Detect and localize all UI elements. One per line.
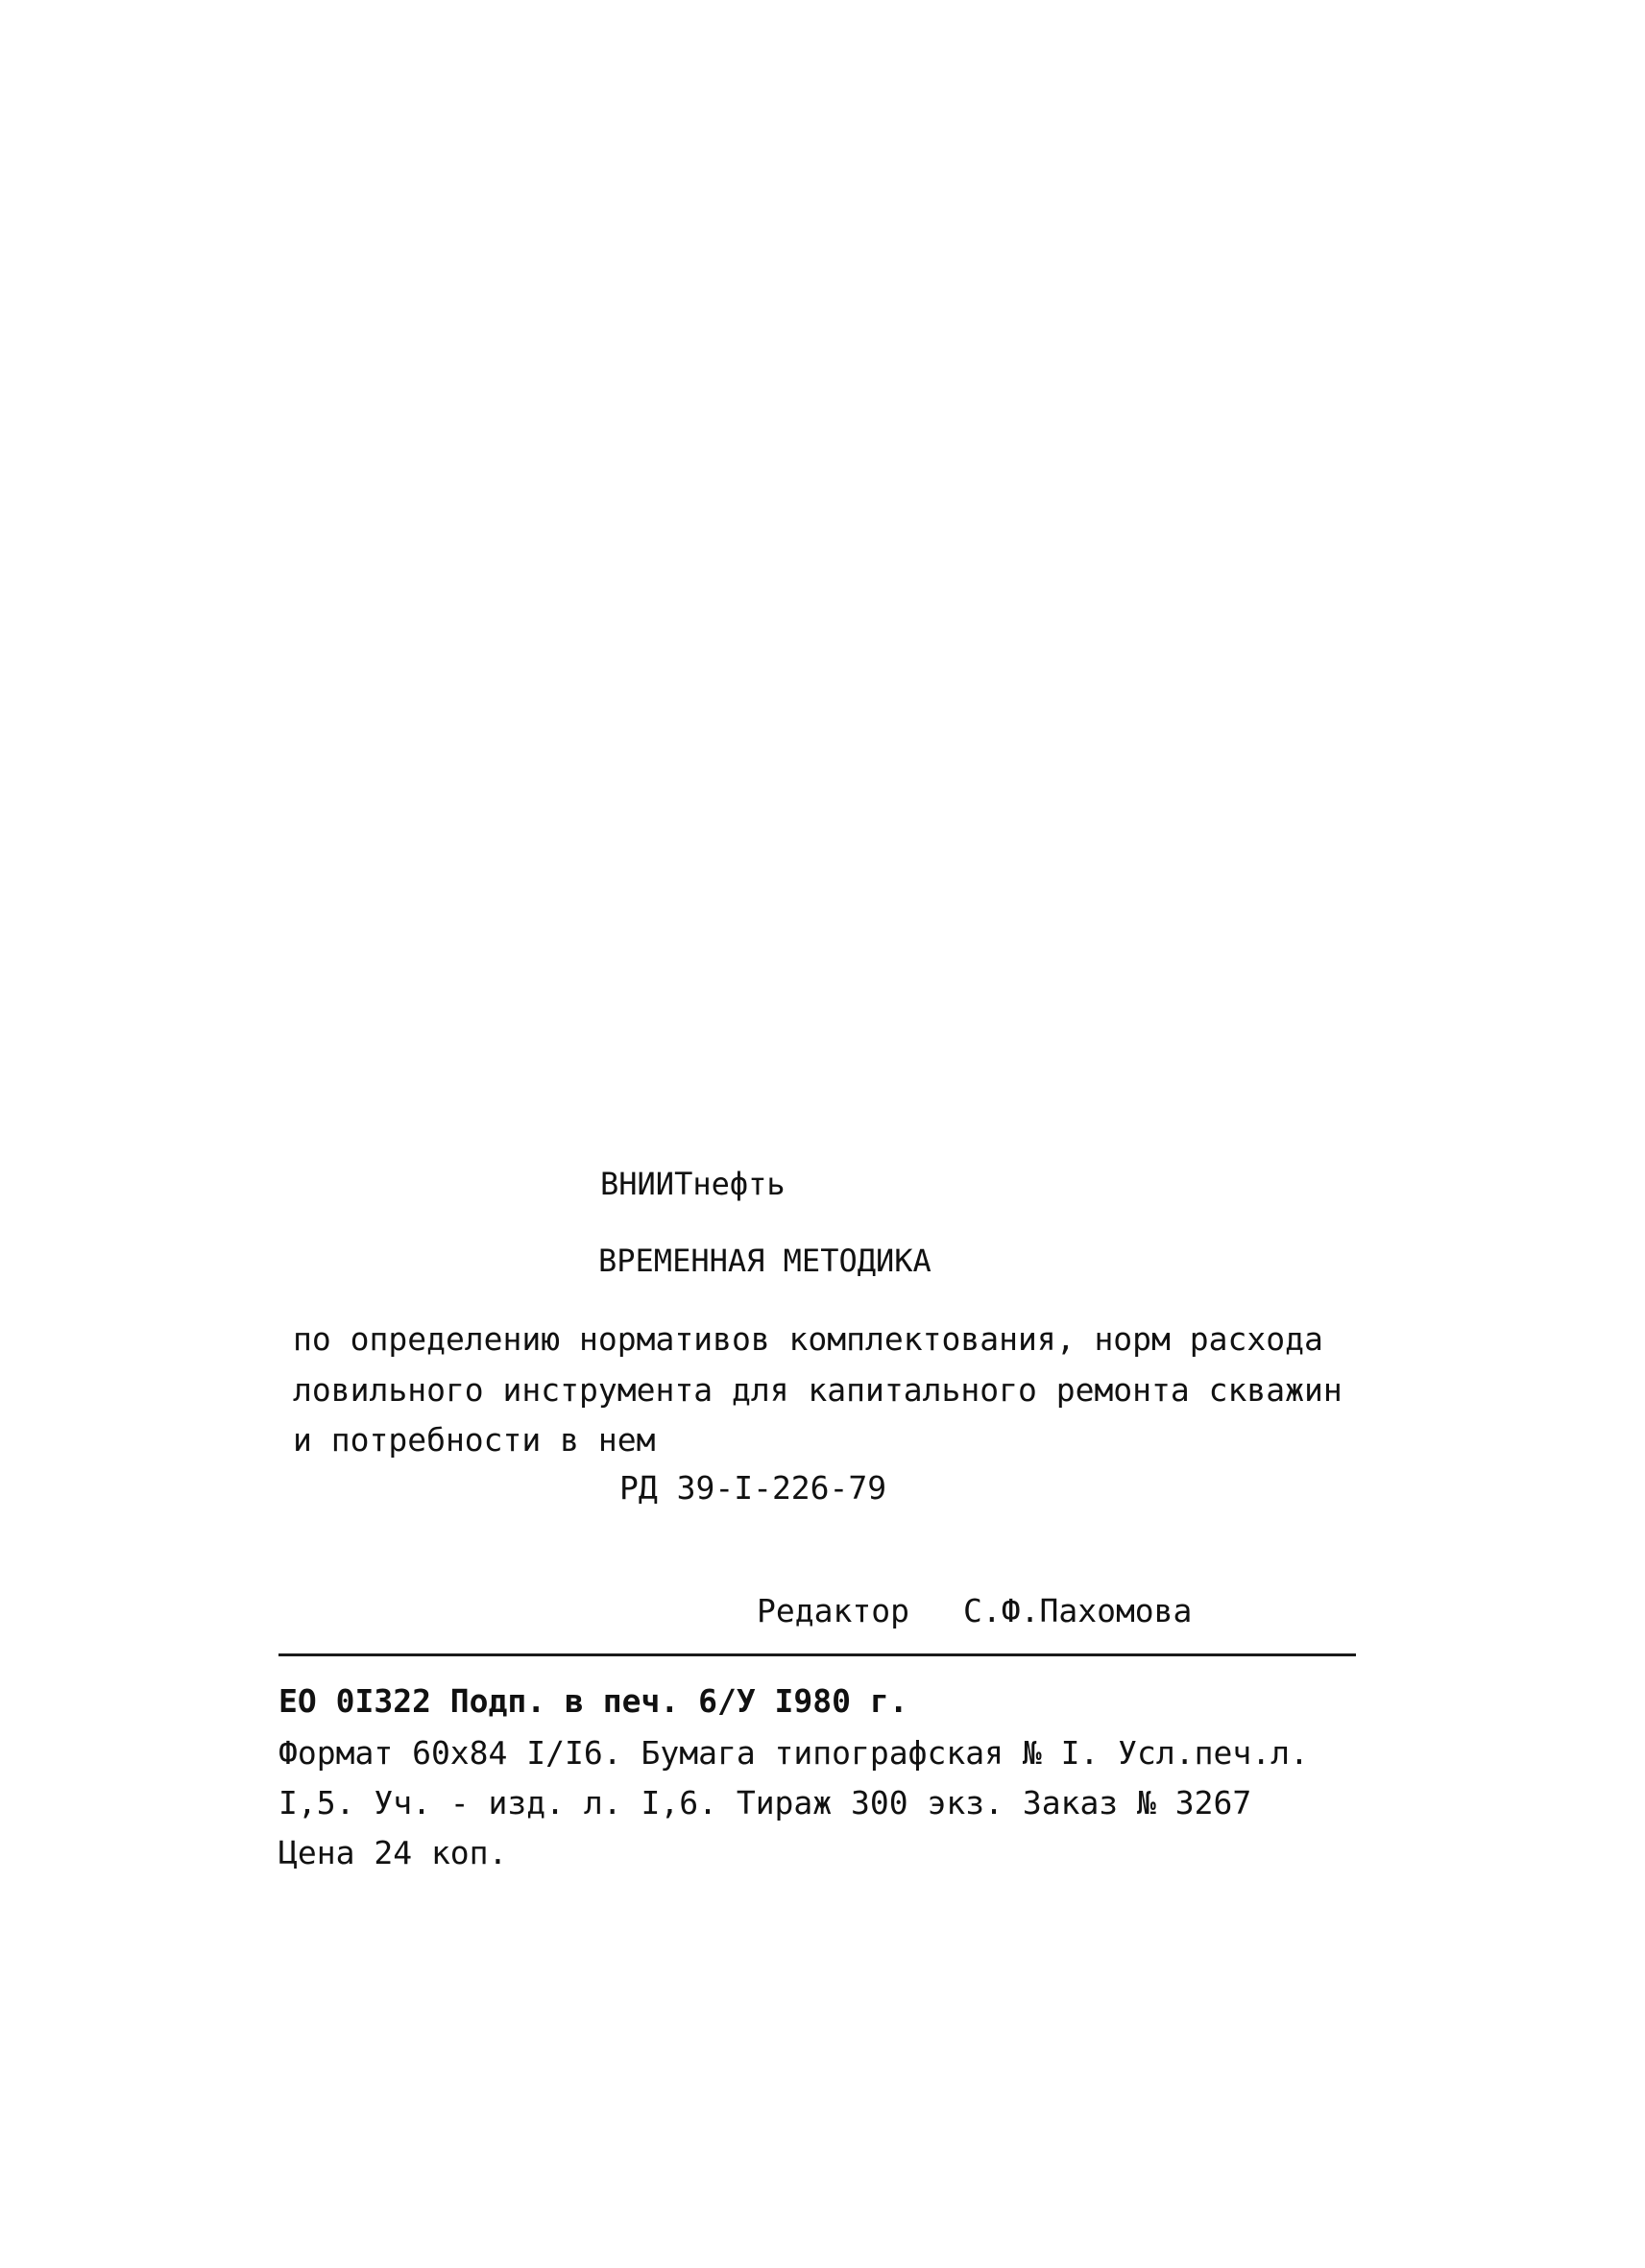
imprint-divider <box>278 1653 1356 1656</box>
imprint-line-1: ЕО 0I322 Подп. в печ. 6/У I980 г. <box>278 1682 908 1720</box>
imprint-line-3: I,5. Уч. - изд. л. I,6. Тираж 300 экз. Заказ № 3267 <box>278 1784 1252 1822</box>
description-line-1: по определению нормативов комплектования, норм расхода <box>293 1320 1323 1358</box>
editor-name: С.Ф.Пахомова <box>963 1592 1193 1629</box>
imprint-line-4: Цена 24 коп. <box>278 1834 508 1871</box>
document-code: РД 39-I-226-79 <box>619 1469 887 1507</box>
editor-role-label: Редактор <box>757 1592 909 1629</box>
organization-name: ВНИИТнефть <box>600 1166 786 1202</box>
imprint-line-2: Формат 60х84 I/I6. Бумага типографская № I. Усл.печ.л. <box>278 1734 1309 1772</box>
description-line-2: ловильного инструмента для капитального ремонта скважин <box>293 1371 1343 1409</box>
description-line-3: и потребности в нем <box>293 1421 656 1459</box>
document-type-title: ВРЕМЕННАЯ МЕТОДИКА <box>598 1243 931 1279</box>
